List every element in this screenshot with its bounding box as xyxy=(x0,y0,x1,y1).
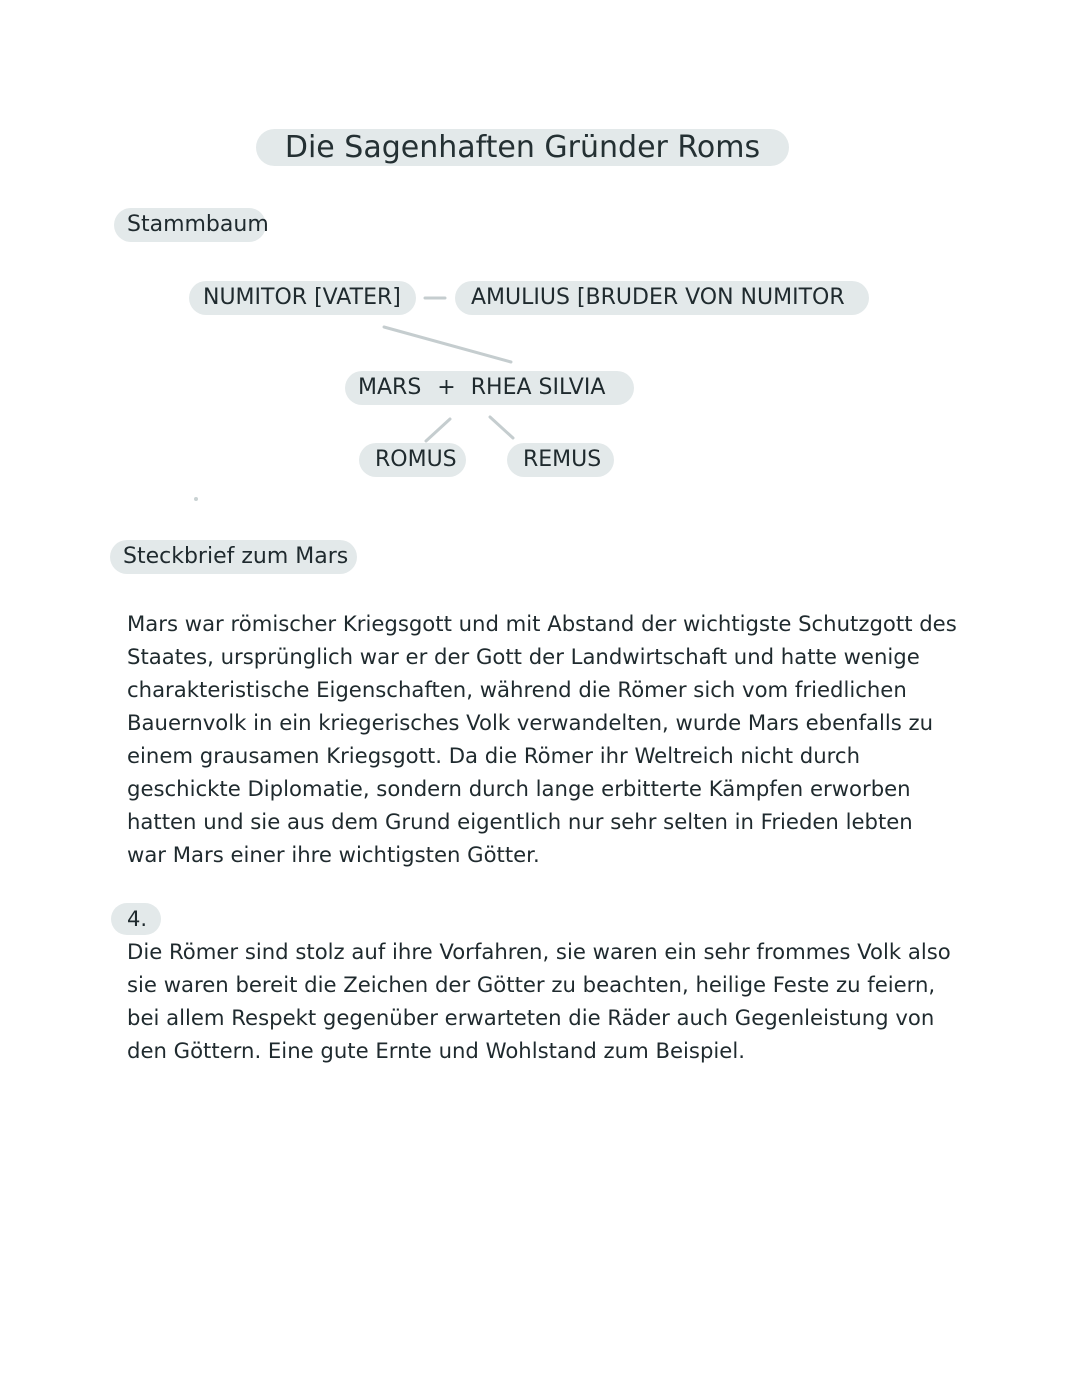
tree-node-amulius: AMULIUS [BRUDER VON NUMITOR xyxy=(455,281,869,315)
plus-sign: + xyxy=(437,375,456,400)
tree-node-romus: ROMUS xyxy=(359,443,466,477)
tree-node-parents xyxy=(345,371,634,405)
stray-dot xyxy=(194,497,198,501)
child-connector-romus xyxy=(426,419,450,441)
parent-connector xyxy=(384,327,511,362)
section-heading-family-tree: Stammbaum xyxy=(114,208,266,242)
child-connector-remus xyxy=(490,417,513,438)
paragraph-romans: Die Römer sind stolz auf ihre Vorfahren, sie waren ein sehr frommes Volk also sie waren bereit die Zeichen der Götter zu beachten, heilige Feste zu feiern, bei allem Respekt gegenüber erwarteten die Räder auch Gegenleistung von den Göttern. Eine gute Ernte und Wohlstand zum Beispiel. xyxy=(127,939,951,1063)
tree-node-mars: MARS xyxy=(358,375,422,400)
tree-node-remus: REMUS xyxy=(507,443,614,477)
paragraph-mars-profile: Mars war römischer Kriegsgott und mit Abstand der wichtigste Schutzgott des Staates, ursprünglich war er der Gott der Landwirtschaft und hatte wenige charakteristische Eigenschaften, während die Römer sich vom friedlichen Bauernvolk in ein kriegerisches Volk verwandelten, wurde Mars ebenfalls zu einem grausamen Kriegsgott. Da die Römer ihr Weltreich nicht durch geschickte Diplomatie, sondern durch lange erbitterte Kämpfen erworben hatten und sie aus dem Grund eigentlich nur sehr selten in Frieden lebten war Mars einer ihre wichtigsten Götter. xyxy=(127,611,957,867)
page-title: Die Sagenhaften Gründer Roms xyxy=(256,129,789,166)
section-heading-profile: Steckbrief zum Mars xyxy=(110,540,357,574)
tree-node-numitor: NUMITOR [VATER] xyxy=(189,281,416,315)
tree-node-rhea-silvia: RHEA SILVIA xyxy=(470,375,606,400)
number-label: 4. xyxy=(111,903,161,935)
